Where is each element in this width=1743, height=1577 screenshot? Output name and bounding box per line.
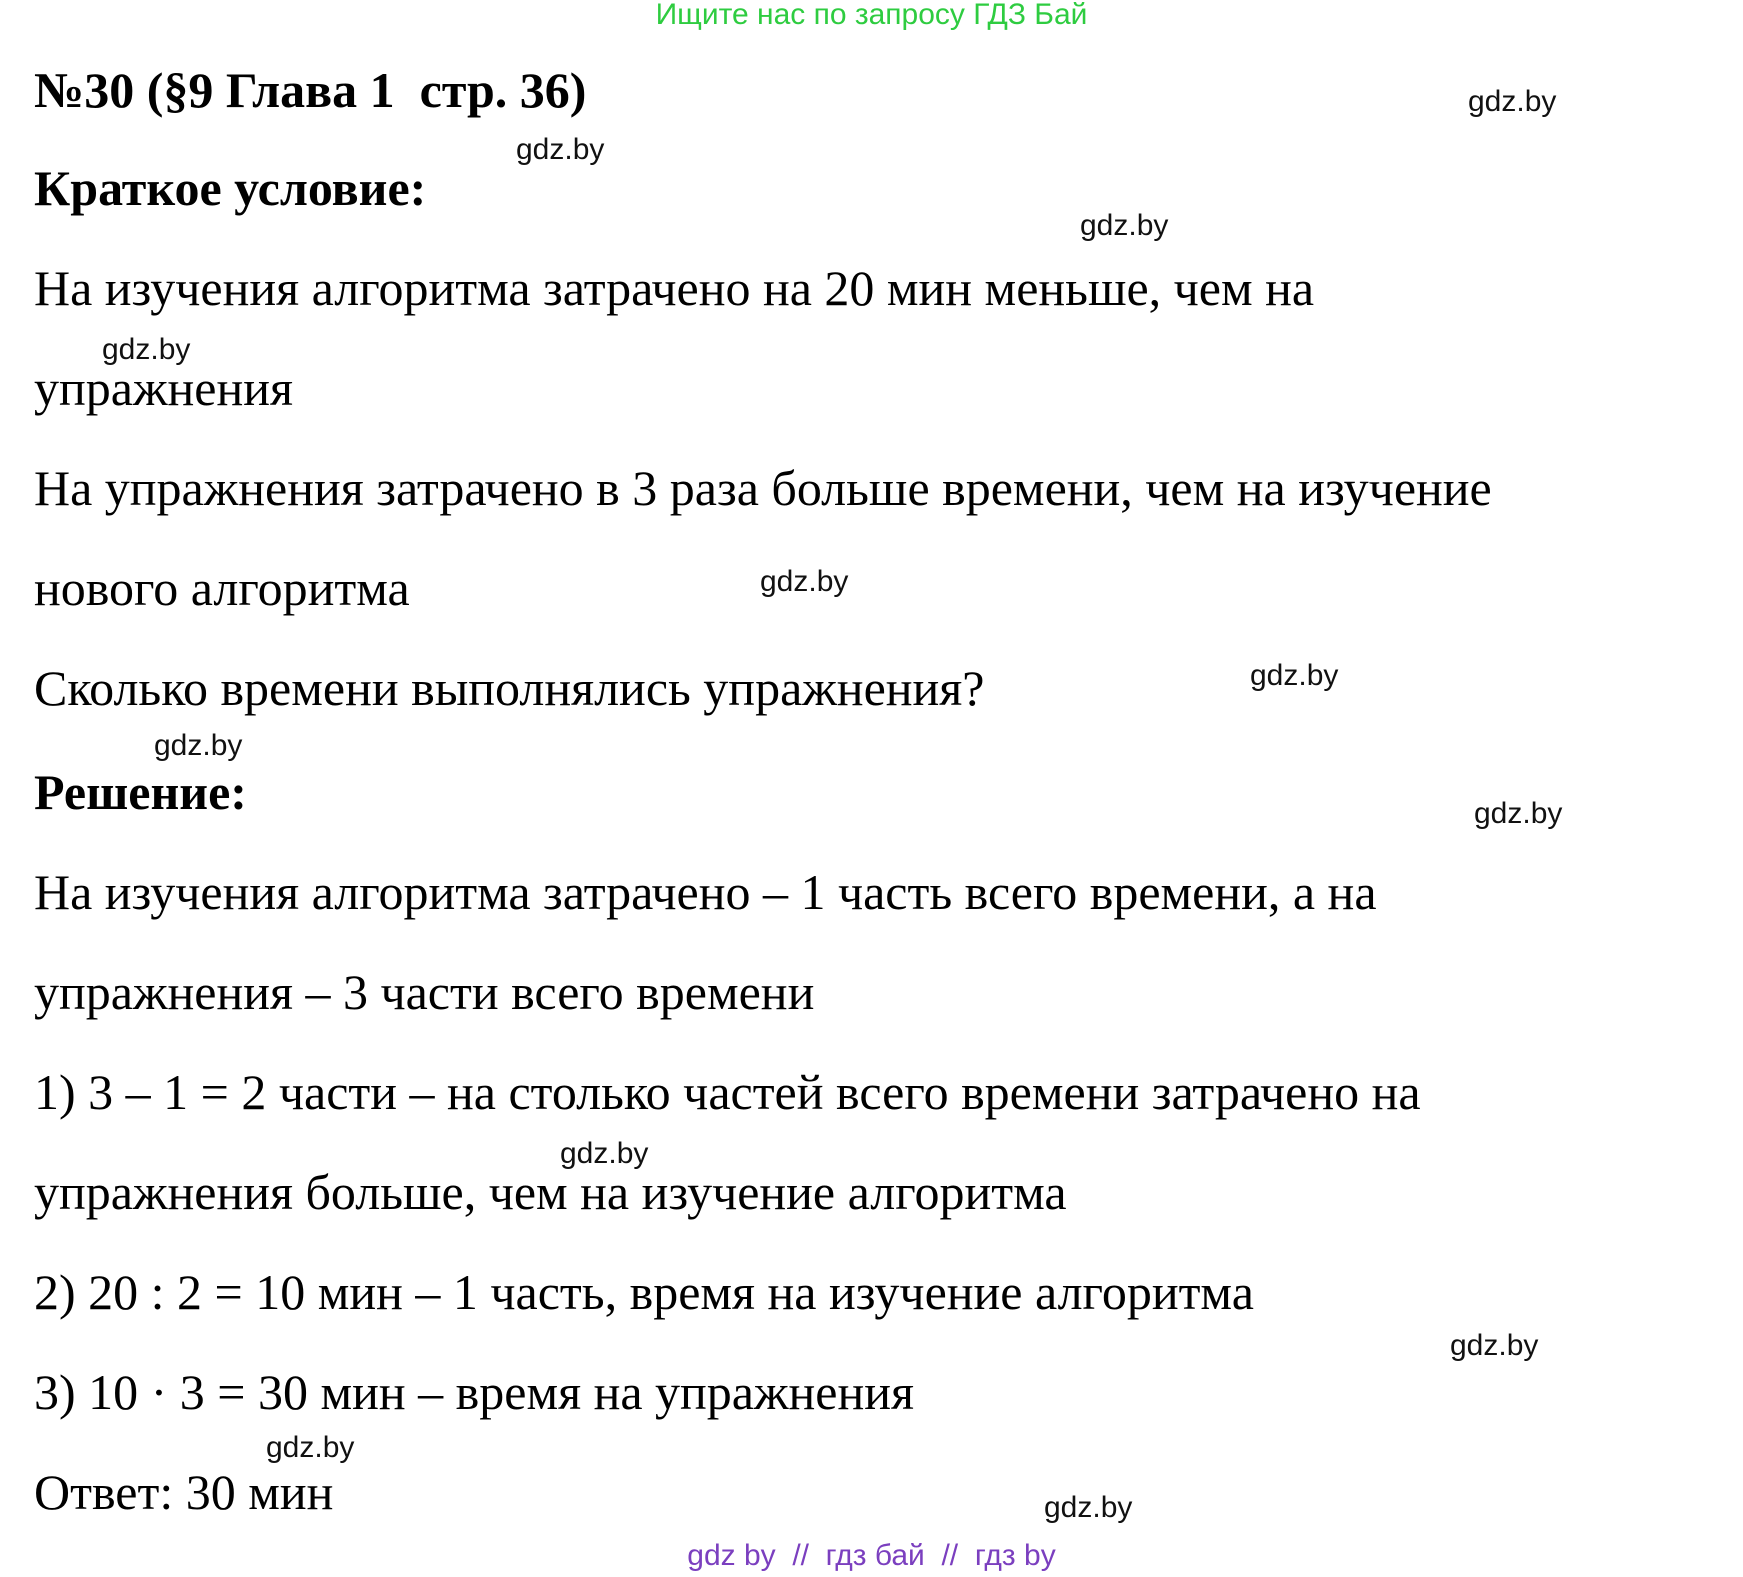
watermark: gdz.by [1468, 85, 1557, 118]
watermark: gdz.by [560, 1137, 649, 1170]
answer-line: Ответ: 30 мин [34, 1464, 334, 1520]
watermark: gdz.by [1450, 1329, 1539, 1362]
watermark: gdz.by [1474, 797, 1563, 830]
watermark: gdz.by [516, 133, 605, 166]
solution-step: 3) 10 · 3 = 30 мин – время на упражнения [34, 1364, 915, 1420]
watermark: gdz.by [1250, 659, 1339, 692]
condition-line: На упражнения затрачено в 3 раза больше времени, чем на изучение [34, 460, 1492, 516]
watermark: gdz.by [1044, 1491, 1133, 1524]
watermark: gdz.by [266, 1431, 355, 1464]
condition-heading: Краткое условие: [34, 160, 427, 216]
watermark: gdz.by [102, 333, 191, 366]
search-hint-banner: Ищите нас по запросу ГДЗ Бай [655, 0, 1088, 31]
solution-line: упражнения – 3 части всего времени [34, 964, 815, 1020]
solution-step: 2) 20 : 2 = 10 мин – 1 часть, время на изучение алгоритма [34, 1264, 1254, 1320]
solution-step: упражнения больше, чем на изучение алгоритма [34, 1164, 1067, 1220]
condition-line: упражнения [34, 360, 293, 416]
watermark: gdz.by [1080, 209, 1169, 242]
footer-links: gdz by // гдз бай // гдз by [687, 1539, 1056, 1572]
condition-line: На изучения алгоритма затрачено на 20 мин меньше, чем на [34, 260, 1315, 316]
solution-line: На изучения алгоритма затрачено – 1 часть всего времени, а на [34, 864, 1377, 920]
condition-line: нового алгоритма [34, 560, 410, 616]
watermark: gdz.by [154, 729, 243, 762]
watermark: gdz.by [760, 565, 849, 598]
condition-question: Сколько времени выполнялись упражнения? [34, 660, 985, 716]
page-title: №30 (§9 Глава 1 стр. 36) [34, 62, 587, 118]
solution-heading: Решение: [34, 764, 247, 820]
solution-step: 1) 3 – 1 = 2 части – на столько частей всего времени затрачено на [34, 1064, 1421, 1120]
